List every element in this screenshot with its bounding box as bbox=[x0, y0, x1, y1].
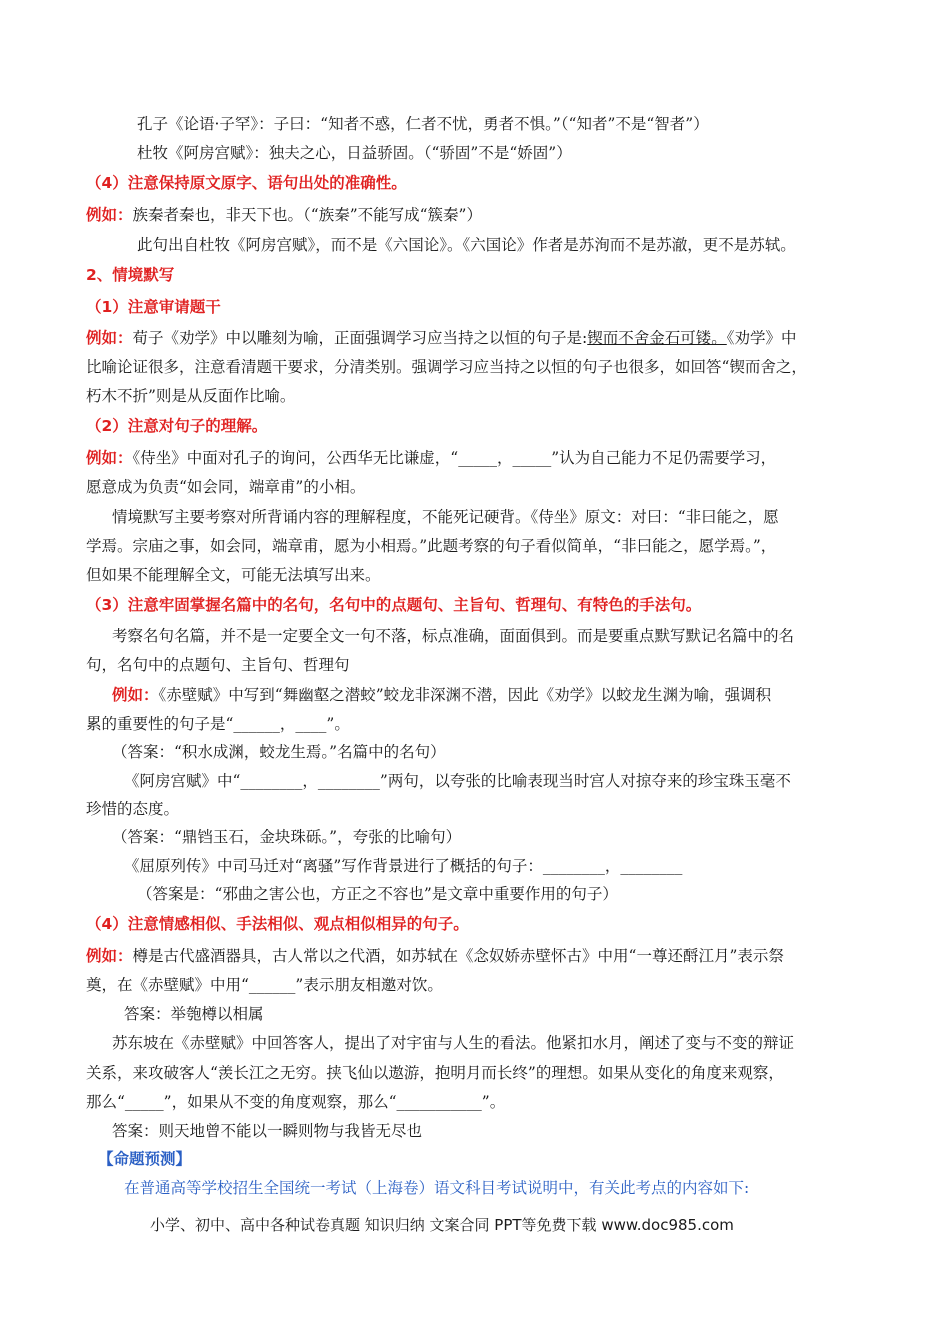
text-line: 学焉。宗庙之事，如会同，端章甫，愿为小相焉。”此题考察的句子看似简单，“非曰能之，愿学焉。”， bbox=[86, 537, 777, 555]
example-line bbox=[86, 447, 776, 469]
example-line bbox=[86, 945, 784, 967]
text-line: 《屈原列传》中司马迁对“离骚”写作背景进行了概括的句子：________，________ bbox=[124, 857, 683, 875]
section-title: 【命题预测】 bbox=[98, 1150, 192, 1168]
text-line: 杜牧《阿房宫赋》：独夫之心，日益骄固。（“骄固”不是“娇固”） bbox=[137, 144, 572, 162]
example-text: 樽是古代盛酒器具，古人常以之代酒，如苏轼在《念奴娇赤壁怀古》中用“一尊还酹江月”表示祭 bbox=[132, 947, 784, 965]
text-line: 《阿房宫赋》中“________，________”两句，以夸张的比喻表现当时宫人对掠夺来的珍宝珠玉毫不 bbox=[124, 772, 791, 790]
text-line: 此句出自杜牧《阿房宫赋》，而不是《六国论》。《六国论》作者是苏洵而不是苏澈，更不是苏轼。 bbox=[137, 236, 796, 254]
section-heading: （4）注意情感相似、手法相似、观点相似相异的句子。 bbox=[86, 915, 469, 933]
example-label: 例如： bbox=[112, 686, 159, 704]
example-label: 例如： bbox=[86, 449, 133, 467]
text-line: 情境默写主要考察对所背诵内容的理解程度，不能死记硬背。《侍坐》原文：对曰：“非曰能之，愿 bbox=[112, 508, 779, 526]
section-heading: （4）注意保持原文原字、语句出处的准确性。 bbox=[86, 174, 407, 192]
answer-line: （答案：“积水成渊，蛟龙生焉。”名篇中的名句） bbox=[112, 743, 446, 761]
text-line: 愿意成为负责“如会同，端章甫”的小相。 bbox=[86, 478, 366, 496]
text-line: 奠，在《赤壁赋》中用“______”表示朋友相邀对饮。 bbox=[86, 976, 443, 994]
example-line bbox=[112, 684, 771, 706]
text-line: 句，名句中的点题句、主旨句、哲理句 bbox=[86, 656, 350, 674]
section-heading: （2）注意对句子的理解。 bbox=[86, 417, 268, 435]
example-line bbox=[86, 327, 797, 349]
text-line: 苏东坡在《赤壁赋》中回答客人，提出了对宇宙与人生的看法。他紧扣水月，阐述了变与不变的辩证 bbox=[112, 1034, 795, 1052]
section-heading: （1）注意审请题干 bbox=[86, 298, 221, 316]
example-text: 《赤壁赋》中写到“舞幽壑之潜蛟”蛟龙非深渊不潜，因此《劝学》以蛟龙生渊为喻，强调积 bbox=[158, 686, 772, 704]
example-text: 《侍坐》中面对孔子的询问，公西华无比谦虚，“_____，_____”认为自己能力不足仍需要学习， bbox=[132, 449, 777, 467]
page-footer: 小学、初中、高中各种试卷真题 知识归纳 文案合同 PPT等免费下载 www.doc985.com bbox=[150, 1216, 734, 1234]
example-line bbox=[86, 204, 482, 226]
text-line: 朽木不折”则是从反面作比喻。 bbox=[86, 387, 296, 405]
text-line: 孔子《论语·子罕》：子曰：“知者不惑，仁者不忧，勇者不惧。”（“知者”不是“智者”） bbox=[137, 115, 709, 133]
text-line: 但如果不能理解全文，可能无法填写出来。 bbox=[86, 566, 381, 584]
example-text: 族秦者秦也，非天下也。（“族秦”不能写成“簇秦”） bbox=[132, 206, 482, 224]
example-label: 例如： bbox=[86, 329, 133, 347]
example-text: 荀子《劝学》中以雕刻为喻，正面强调学习应当持之以恒的句子是: bbox=[132, 329, 588, 347]
text-line: 比喻论证很多，注意看清题干要求，分清类别。强调学习应当持之以恒的句子也很多，如回答“锲而舍之， bbox=[86, 358, 807, 376]
answer-line: 答案：举匏樽以相属 bbox=[124, 1005, 264, 1023]
answer-line: （答案：“鼎铛玉石，金块珠砾。”，夸张的比喻句） bbox=[112, 828, 462, 846]
section-heading: （3）注意牢固掌握名篇中的名句，名句中的点题句、主旨句、哲理句、有特色的手法句。 bbox=[86, 596, 702, 614]
text-line: 珍惜的态度。 bbox=[86, 800, 180, 818]
underlined-answer: 锲而不舍金石可镂。 bbox=[587, 329, 727, 347]
text-line: 在普通高等学校招生全国统一考试（上海卷）语文科目考试说明中，有关此考点的内容如下: bbox=[124, 1179, 750, 1197]
text-line: 那么“_____”，如果从不变的角度观察，那么“___________”。 bbox=[86, 1093, 506, 1111]
answer-line: （答案是：“邪曲之害公也，方正之不容也”是文章中重要作用的句子） bbox=[137, 885, 618, 903]
section-title: 2、情境默写 bbox=[86, 266, 175, 284]
text-line: 考察名句名篇，并不是一定要全文一句不落，标点准确，面面俱到。而是要重点默写默记名篇中的名 bbox=[112, 627, 795, 645]
answer-line: 答案：则天地曾不能以一瞬则物与我皆无尽也 bbox=[112, 1122, 423, 1140]
example-label: 例如： bbox=[86, 206, 133, 224]
text-line: 关系，来攻破客人“羡长江之无穷。挟飞仙以遨游，抱明月而长终”的理想。如果从变化的角度来观察， bbox=[86, 1064, 784, 1082]
example-text: 《劝学》中 bbox=[726, 329, 797, 347]
example-label: 例如： bbox=[86, 947, 133, 965]
text-line: 累的重要性的句子是“______，____”。 bbox=[86, 715, 350, 733]
